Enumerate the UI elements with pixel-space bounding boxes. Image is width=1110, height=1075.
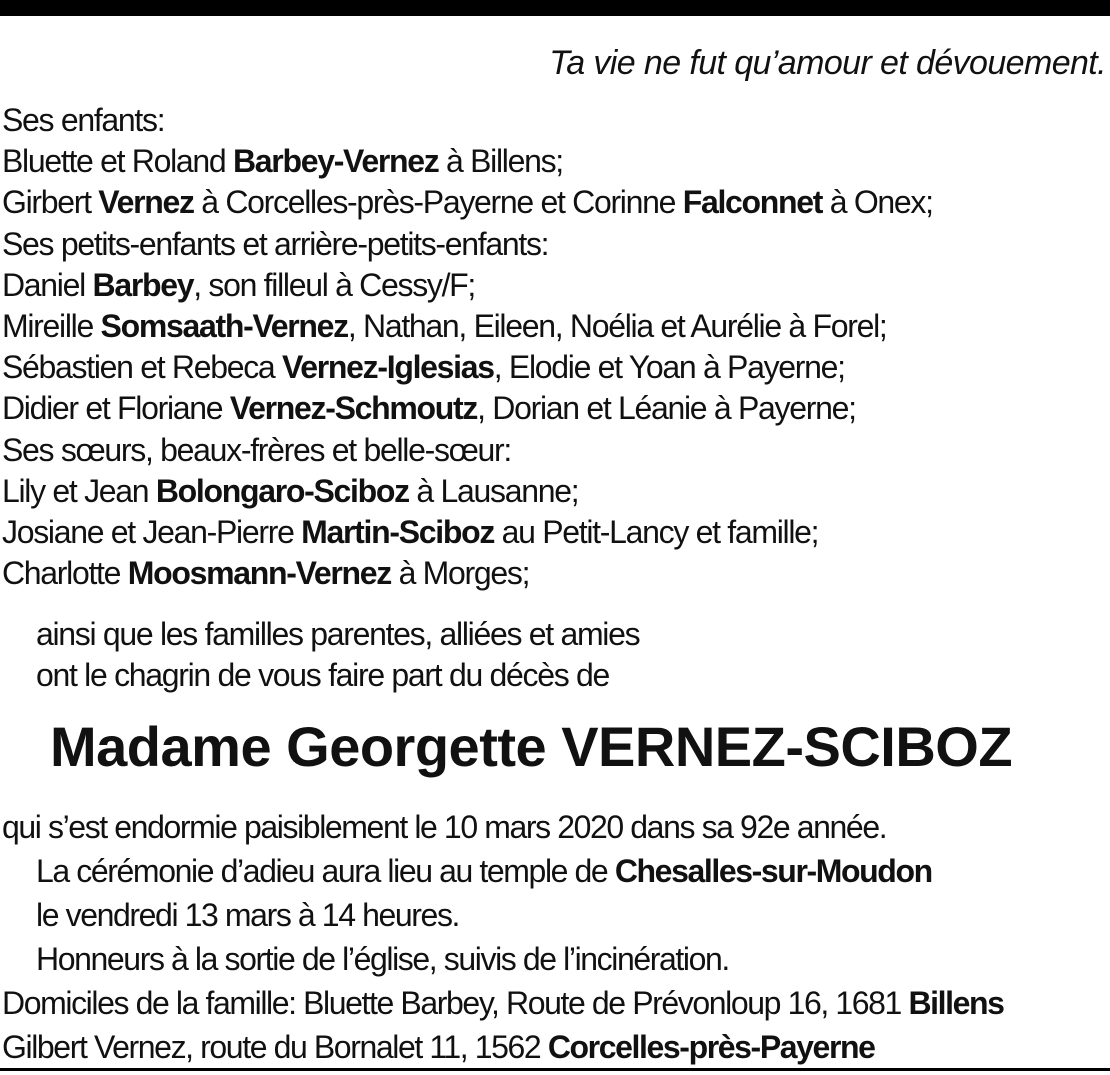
family-line-text: à Corcelles-près-Payerne et Corinne (193, 184, 683, 221)
family-line-text: à Morges; (390, 555, 530, 592)
family-line (2, 141, 933, 182)
honours-line: Honneurs à la sortie de l’église, suivis de l’incinération. (36, 941, 729, 977)
domicile-line (2, 1025, 1004, 1069)
domicile-town: Billens (908, 985, 1004, 1021)
epigraph: Ta vie ne fut qu’amour et dévouement. (549, 44, 1106, 82)
family-line-text: à Onex; (822, 184, 933, 221)
bottom-rule (0, 1068, 1110, 1071)
ceremony-place: Chesalles-sur-Moudon (614, 853, 932, 889)
domicile-line (2, 981, 1004, 1025)
family-line-text: Bluette et Roland (2, 143, 233, 180)
children-heading: Ses enfants: (2, 102, 165, 138)
family-line-text: Sébastien et Rebeca (2, 349, 282, 386)
top-rule (0, 0, 1110, 16)
family-line (2, 347, 933, 388)
family-line (2, 512, 933, 553)
family-line-text: à Lausanne; (408, 472, 579, 509)
death-line: qui s’est endormie paisiblement le 10 mars 2020 dans sa 92e année. (2, 809, 887, 845)
family-list (2, 100, 933, 594)
family-surname: Barbey-Vernez (233, 143, 439, 180)
family-line-text: , son filleul à Cessy/F; (193, 266, 476, 303)
family-surname: Bolongaro-Sciboz (155, 472, 409, 509)
family-line (2, 553, 933, 594)
family-line (2, 388, 933, 429)
service-details (2, 805, 1004, 1069)
grandchildren-heading: Ses petits-enfants et arrière-petits-enfants: (2, 225, 549, 262)
ceremony-date: le vendredi 13 mars à 14 heures. (36, 897, 460, 933)
family-surname: Vernez (98, 184, 194, 221)
family-line-text: à Billens; (438, 143, 563, 180)
deceased-name: Madame Georgette VERNEZ-SCIBOZ (50, 715, 1013, 778)
family-line-text: Lily et Jean (2, 472, 156, 509)
family-line-text: , Elodie et Yoan à Payerne; (493, 349, 845, 386)
intro-line: ainsi que les familles parentes, alliées et amies (36, 616, 640, 652)
family-surname: Falconnet (682, 184, 823, 221)
family-line (2, 306, 933, 347)
family-line-text: au Petit-Lancy et famille; (494, 513, 819, 550)
family-surname: Vernez-Iglesias (282, 349, 494, 386)
family-surname: Somsaath-Vernez (100, 307, 348, 344)
domicile-text: Domiciles de la famille: Bluette Barbey, Route de Prévonloup 16, 1681 (2, 985, 909, 1021)
family-surname: Martin-Sciboz (301, 513, 495, 550)
family-line-text: Didier et Floriane (2, 390, 230, 427)
ceremony-line (2, 849, 1004, 893)
family-line-text: Daniel (2, 266, 93, 303)
family-surname: Vernez-Schmoutz (229, 390, 478, 427)
siblings-heading: Ses sœurs, beaux-frères et belle-sœur: (2, 431, 511, 468)
family-line-text: Girbert (2, 184, 99, 221)
family-line (2, 471, 933, 512)
family-line-text: Charlotte (2, 555, 128, 592)
family-line-text: Josiane et Jean-Pierre (2, 513, 302, 550)
intro-line: ont le chagrin de vous faire part du décès de (36, 657, 610, 693)
announcement-intro (36, 614, 639, 696)
domicile-text: Gilbert Vernez, route du Bornalet 11, 1562 (2, 1029, 548, 1065)
family-line-text: , Dorian et Léanie à Payerne; (477, 390, 856, 427)
family-line (2, 265, 933, 306)
family-surname: Barbey (92, 266, 194, 303)
family-surname: Moosmann-Vernez (127, 555, 391, 592)
family-line (2, 182, 933, 223)
domicile-town: Corcelles-près-Payerne (547, 1029, 875, 1065)
family-line-text: Mireille (2, 307, 101, 344)
ceremony-text: La cérémonie d’adieu aura lieu au temple de (36, 853, 615, 889)
family-line-text: , Nathan, Eileen, Noélia et Aurélie à Forel; (347, 307, 887, 344)
